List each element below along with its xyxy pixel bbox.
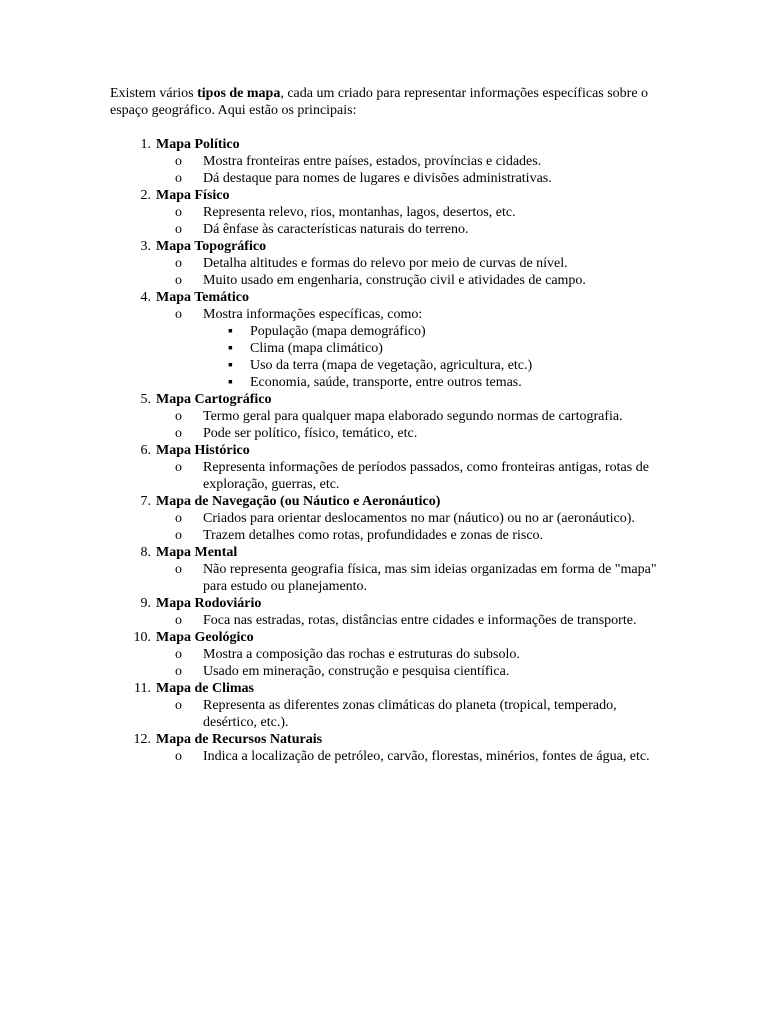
bullet-text: Criados para orientar deslocamentos no mar (náutico) ou no ar (aeronáutico). <box>203 511 635 526</box>
item-title: Mapa Topográfico <box>156 239 267 254</box>
bullet-text: Dá destaque para nomes de lugares e divisões administrativas. <box>203 171 552 186</box>
sub-bullet-list <box>203 323 670 391</box>
bullet-text: Mostra fronteiras entre países, estados, províncias e cidades. <box>203 154 542 169</box>
bullet-item <box>156 748 670 765</box>
circle-bullet-icon: o <box>175 613 182 628</box>
map-type-item <box>110 731 670 765</box>
bullet-item <box>156 459 670 493</box>
bullet-text: Muito usado em engenharia, construção civil e atividades de campo. <box>203 273 586 288</box>
square-bullet-icon: ▪ <box>228 341 233 356</box>
bullet-item <box>156 221 670 238</box>
map-type-item <box>110 289 670 391</box>
intro-text-start: Existem vários <box>110 86 198 101</box>
intro-text-end: , cada um criado para representar informações específicas sobre o espaço geográfico. Aqui estão os principais: <box>110 86 649 118</box>
map-type-item <box>110 136 670 187</box>
bullet-text: Trazem detalhes como rotas, profundidades e zonas de risco. <box>203 528 544 543</box>
item-title: Mapa Físico <box>156 188 230 203</box>
bullet-text: Detalha altitudes e formas do relevo por meio de curvas de nível. <box>203 256 568 271</box>
map-type-item <box>110 442 670 493</box>
circle-bullet-icon: o <box>175 409 182 424</box>
sub-bullet-text: Uso da terra (mapa de vegetação, agricultura, etc.) <box>250 358 533 373</box>
circle-bullet-icon: o <box>175 698 182 713</box>
bullet-text: Pode ser político, físico, temático, etc. <box>203 426 418 441</box>
bullet-list <box>156 510 670 544</box>
bullet-list <box>156 204 670 238</box>
sub-bullet-item <box>203 374 670 391</box>
circle-bullet-icon: o <box>175 171 182 186</box>
item-title: Mapa Temático <box>156 290 249 305</box>
bullet-item <box>156 612 670 629</box>
item-title: Mapa de Climas <box>156 681 254 696</box>
square-bullet-icon: ▪ <box>228 358 233 373</box>
bullet-item <box>156 527 670 544</box>
map-type-item <box>110 544 670 595</box>
bullet-item <box>156 697 670 731</box>
square-bullet-icon: ▪ <box>228 324 233 339</box>
intro-bold-term: tipos de mapa <box>197 86 281 101</box>
item-number: 8. <box>140 545 151 560</box>
map-type-item <box>110 629 670 680</box>
map-type-item <box>110 391 670 442</box>
bullet-text: Indica a localização de petróleo, carvão, florestas, minérios, fontes de água, etc. <box>203 749 650 764</box>
map-types-list <box>110 136 670 765</box>
bullet-list <box>156 561 670 595</box>
item-number: 1. <box>140 137 151 152</box>
bullet-item <box>156 646 670 663</box>
bullet-item <box>156 272 670 289</box>
circle-bullet-icon: o <box>175 562 182 577</box>
map-type-item <box>110 595 670 629</box>
bullet-item <box>156 170 670 187</box>
bullet-list <box>156 612 670 629</box>
circle-bullet-icon: o <box>175 528 182 543</box>
sub-bullet-item <box>203 340 670 357</box>
sub-bullet-text: Clima (mapa climático) <box>250 341 383 356</box>
bullet-item <box>156 561 670 595</box>
item-title: Mapa Político <box>156 137 240 152</box>
bullet-list <box>156 153 670 187</box>
item-number: 5. <box>140 392 151 407</box>
bullet-list <box>156 255 670 289</box>
bullet-list <box>156 306 670 391</box>
circle-bullet-icon: o <box>175 749 182 764</box>
bullet-text: Termo geral para qualquer mapa elaborado segundo normas de cartografia. <box>203 409 623 424</box>
bullet-text: Representa informações de períodos passados, como fronteiras antigas, rotas de exploração, guerras, etc. <box>203 460 649 492</box>
item-number: 6. <box>140 443 151 458</box>
map-type-item <box>110 493 670 544</box>
bullet-item <box>156 663 670 680</box>
item-number: 7. <box>140 494 151 509</box>
circle-bullet-icon: o <box>175 273 182 288</box>
bullet-list <box>156 646 670 680</box>
circle-bullet-icon: o <box>175 460 182 475</box>
item-title: Mapa Geológico <box>156 630 254 645</box>
circle-bullet-icon: o <box>175 426 182 441</box>
intro-paragraph <box>110 85 670 119</box>
sub-bullet-item <box>203 357 670 374</box>
circle-bullet-icon: o <box>175 205 182 220</box>
circle-bullet-icon: o <box>175 647 182 662</box>
bullet-item <box>156 255 670 272</box>
bullet-item <box>156 425 670 442</box>
item-number: 12. <box>133 732 151 747</box>
bullet-list <box>156 408 670 442</box>
circle-bullet-icon: o <box>175 222 182 237</box>
item-title: Mapa Cartográfico <box>156 392 272 407</box>
bullet-text: Foca nas estradas, rotas, distâncias entre cidades e informações de transporte. <box>203 613 637 628</box>
circle-bullet-icon: o <box>175 664 182 679</box>
sub-bullet-text: População (mapa demográfico) <box>250 324 426 339</box>
sub-bullet-text: Economia, saúde, transporte, entre outros temas. <box>250 375 522 390</box>
circle-bullet-icon: o <box>175 256 182 271</box>
bullet-list <box>156 748 670 765</box>
item-title: Mapa de Recursos Naturais <box>156 732 323 747</box>
bullet-text: Não representa geografia física, mas sim ideias organizadas em forma de "mapa" para estudo ou planejamento. <box>203 562 657 594</box>
sub-bullet-item <box>203 323 670 340</box>
bullet-item <box>156 204 670 221</box>
circle-bullet-icon: o <box>175 154 182 169</box>
item-title: Mapa Mental <box>156 545 238 560</box>
map-type-item <box>110 187 670 238</box>
item-number: 10. <box>133 630 151 645</box>
bullet-text: Representa as diferentes zonas climáticas do planeta (tropical, temperado, desértico, etc.). <box>203 698 617 730</box>
item-number: 4. <box>140 290 151 305</box>
item-number: 9. <box>140 596 151 611</box>
item-number: 2. <box>140 188 151 203</box>
bullet-item <box>156 510 670 527</box>
circle-bullet-icon: o <box>175 307 182 322</box>
item-number: 11. <box>134 681 151 696</box>
item-number: 3. <box>140 239 151 254</box>
item-title: Mapa de Navegação (ou Náutico e Aeronáutico) <box>156 494 441 509</box>
bullet-item <box>156 306 670 391</box>
bullet-text: Mostra a composição das rochas e estruturas do subsolo. <box>203 647 520 662</box>
bullet-text: Usado em mineração, construção e pesquisa científica. <box>203 664 510 679</box>
bullet-item <box>156 408 670 425</box>
bullet-item <box>156 153 670 170</box>
circle-bullet-icon: o <box>175 511 182 526</box>
item-title: Mapa Rodoviário <box>156 596 262 611</box>
map-type-item <box>110 238 670 289</box>
item-title: Mapa Histórico <box>156 443 250 458</box>
square-bullet-icon: ▪ <box>228 375 233 390</box>
bullet-list <box>156 459 670 493</box>
bullet-text: Representa relevo, rios, montanhas, lagos, desertos, etc. <box>203 205 516 220</box>
map-type-item <box>110 680 670 731</box>
bullet-text: Mostra informações específicas, como: <box>203 307 423 322</box>
bullet-text: Dá ênfase às características naturais do terreno. <box>203 222 469 237</box>
bullet-list <box>156 697 670 731</box>
